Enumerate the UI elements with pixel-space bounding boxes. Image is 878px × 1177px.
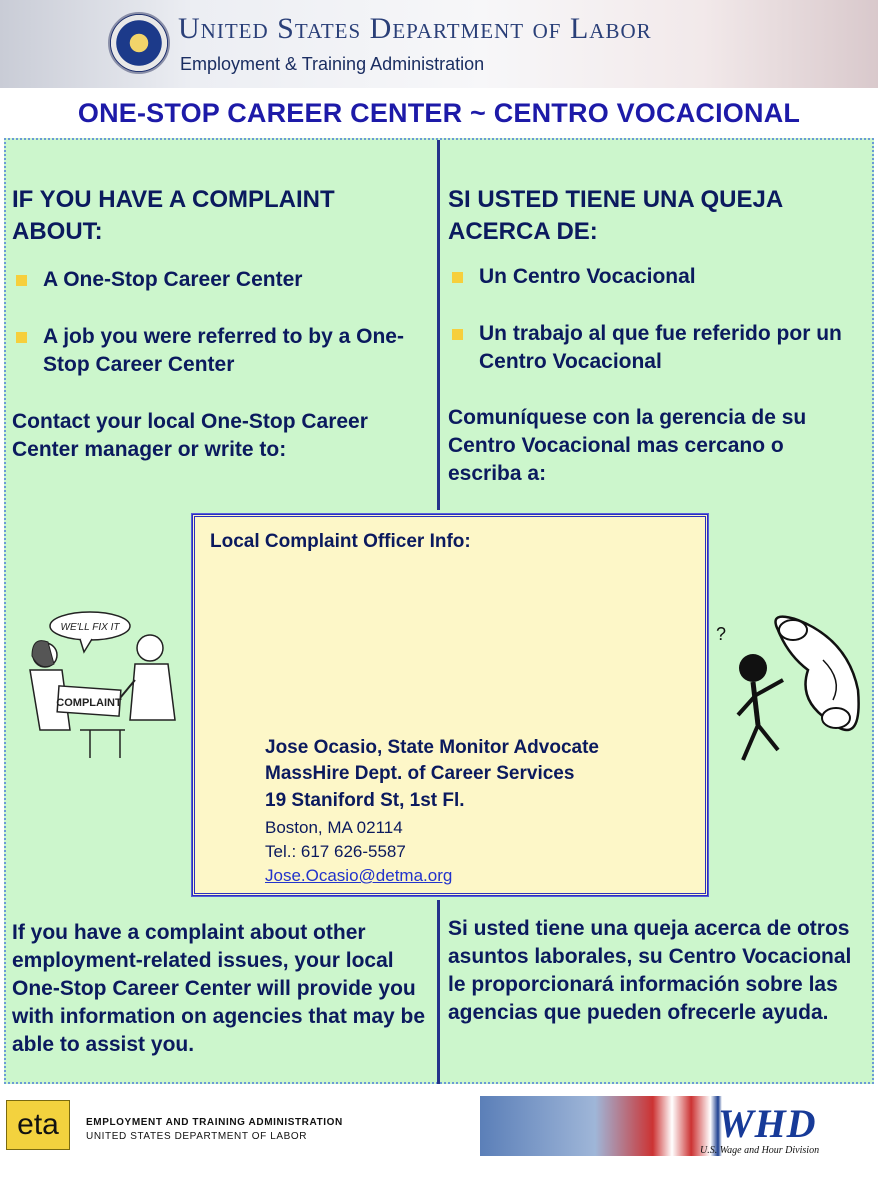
english-contact: Contact your local One-Stop Career Center manager or write to: — [12, 410, 368, 461]
footer-agency-line: EMPLOYMENT AND TRAINING ADMINISTRATION — [86, 1117, 343, 1128]
whd-logo: WHD — [718, 1101, 817, 1146]
bullet-square-icon — [16, 332, 27, 343]
column-divider-bottom — [437, 900, 440, 1084]
complaint-illustration-icon — [10, 600, 190, 760]
officer-phone: Tel.: 617 626-5587 — [265, 842, 406, 861]
complaint-box-title: Local Complaint Officer Info: — [210, 531, 471, 552]
english-bullet-2 — [16, 323, 436, 379]
dol-seal-icon — [108, 12, 170, 74]
svg-text:?: ? — [716, 624, 727, 644]
eta-logo: eta — [6, 1100, 70, 1150]
officer-street: 19 Staniford St, 1st Fl. — [265, 790, 465, 811]
spanish-bullet-2 — [452, 320, 862, 376]
spanish-bullet-1 — [452, 263, 862, 291]
header-banner — [0, 0, 878, 88]
bullet-text: Un trabajo al que fue referido por un Centro Vocacional — [479, 322, 842, 373]
bullet-text: Un Centro Vocacional — [479, 265, 696, 288]
sub-agency-name: Employment & Training Administration — [180, 54, 485, 74]
agency-name: United States Department of Labor — [178, 12, 652, 45]
column-divider-top — [437, 140, 440, 510]
officer-name: Jose Ocasio, State Monitor Advocate — [265, 737, 599, 758]
bullet-text: A One-Stop Career Center — [43, 268, 303, 291]
spanish-heading: SI USTED TIENE UNA QUEJA ACERCA DE: — [448, 186, 783, 245]
sign-text: COMPLAINT — [56, 697, 122, 709]
phone-illustration-icon — [708, 600, 868, 770]
spanish-contact: Comuníquese con la gerencia de su Centro Vocacional mas cercano o escriba a: — [448, 406, 807, 485]
english-closing: If you have a complaint about other employment-related issues, your local One-Stop Career Center will provide you with information on agencies that may be able to assist you. — [12, 921, 426, 1056]
page-title: ONE-STOP CAREER CENTER ~ CENTRO VOCACIONAL — [77, 98, 801, 128]
whd-subtitle: U.S. Wage and Hour Division — [700, 1145, 820, 1156]
bullet-square-icon — [452, 329, 463, 340]
officer-email-link[interactable]: Jose.Ocasio@detma.org — [265, 866, 453, 885]
english-heading: IF YOU HAVE A COMPLAINT ABOUT: — [12, 186, 335, 245]
officer-city: Boston, MA 02114 — [265, 818, 403, 837]
bullet-text: A job you were referred to by a One-Stop Career Center — [43, 325, 404, 376]
bubble-text: WE'LL FIX IT — [60, 622, 120, 633]
footer-department-line: UNITED STATES DEPARTMENT OF LABOR — [86, 1131, 308, 1142]
complaint-officer-box — [192, 514, 708, 896]
spanish-closing: Si usted tiene una queja acerca de otros asuntos laborales, su Centro Vocacional le proporcionará información sobre las agencias que pueden ofrecerle ayuda. — [448, 917, 852, 1024]
officer-org: MassHire Dept. of Career Services — [265, 763, 575, 784]
bullet-square-icon — [16, 275, 27, 286]
english-bullet-1 — [16, 266, 426, 294]
bullet-square-icon — [452, 272, 463, 283]
